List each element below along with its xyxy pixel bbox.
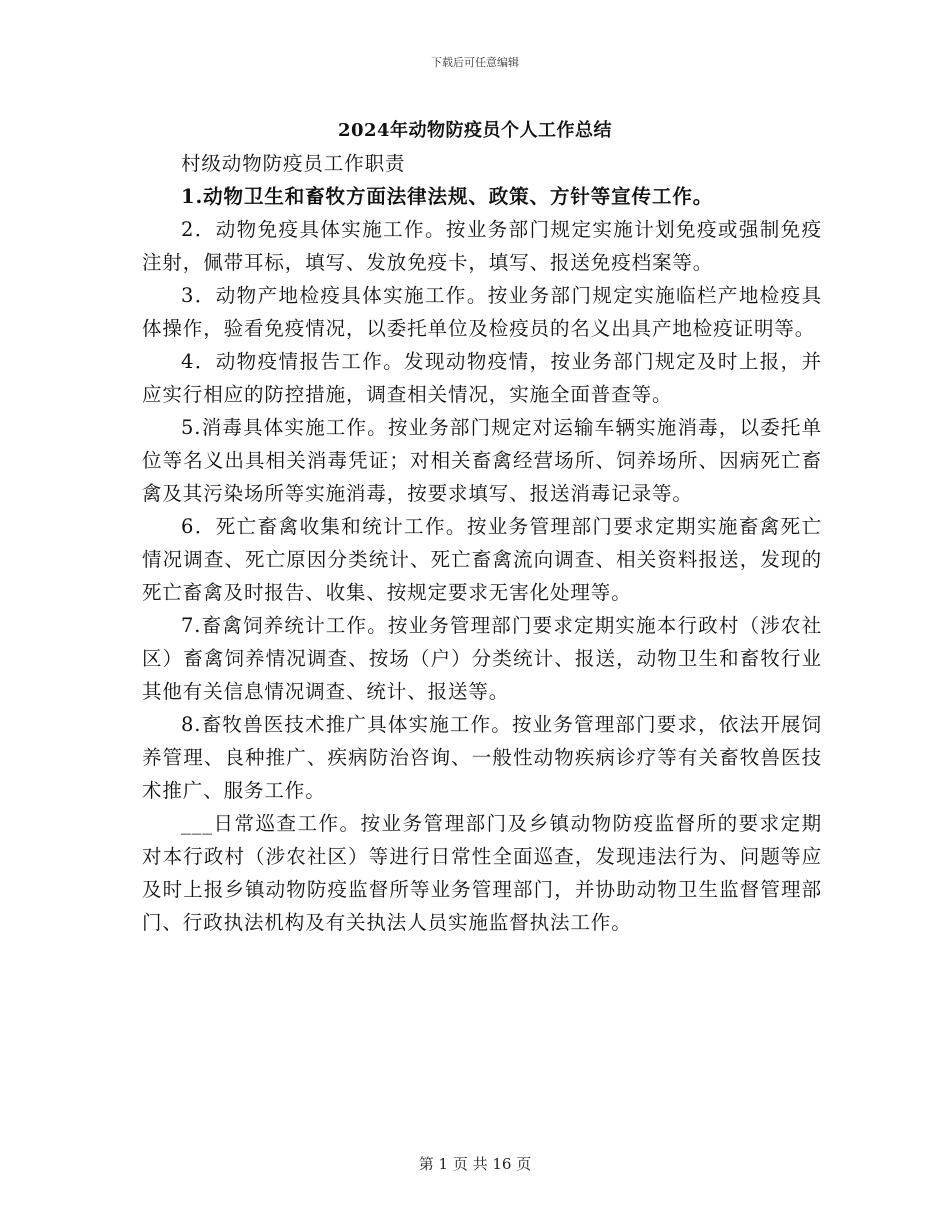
duty-item-1: 1.动物卫生和畜牧方面法律法规、政策、方针等宣传工作。 (181, 185, 714, 208)
duty-item-4: 4．动物疫情报告工作。发现动物疫情，按业务部门规定及时上报，并应实行相应的防控措施，调查相关情况，实施全面普查等。 (142, 350, 822, 406)
header-note: 下载后可任意编辑 (431, 56, 519, 69)
duty-item-8: 8.畜牧兽医技术推广具体实施工作。按业务管理部门要求，依法开展饲养管理、良种推广、疾病防治咨询、一般性动物疾病诊疗等有关畜牧兽医技术推广、服务工作。 (142, 713, 822, 802)
duty-item-7: 7.畜禽饲养统计工作。按业务管理部门要求定期实施本行政村（涉农社区）畜禽饲养情况调查、按场（户）分类统计、报送，动物卫生和畜牧行业其他有关信息情况调查、统计、报送等。 (142, 614, 822, 703)
section-heading: 村级动物防疫员工作职责 (181, 152, 406, 175)
page-number: 第 1 页 共 16 页 (418, 1155, 532, 1173)
document-title: 2024年动物防疫员个人工作总结 (337, 120, 613, 141)
duty-item-5: 5.消毒具体实施工作。按业务部门规定对运输车辆实施消毒，以委托单位等名义出具相关消毒凭证；对相关畜禽经营场所、饲养场所、因病死亡畜禽及其污染场所等实施消毒，按要求填写、报送消毒记录等。 (142, 416, 822, 505)
document-body (142, 147, 822, 939)
duty-item-6: 6．死亡畜禽收集和统计工作。按业务管理部门要求定期实施畜禽死亡情况调查、死亡原因分类统计、死亡畜禽流向调查、相关资料报送，发现的死亡畜禽及时报告、收集、按规定要求无害化处理等。 (142, 515, 822, 604)
duty-item-3: 3．动物产地检疫具体实施工作。按业务部门规定实施临栏产地检疫具体操作，验看免疫情况，以委托单位及检疫员的名义出具产地检疫证明等。 (142, 284, 822, 340)
duty-item-9: ___日常巡查工作。按业务管理部门及乡镇动物防疫监督所的要求定期对本行政村（涉农社区）等进行日常性全面巡查，发现违法行为、问题等应及时上报乡镇动物防疫监督所等业务管理部门，并协助动物卫生监督管理部门、行政执法机构及有关执法人员实施监督执法工作。 (142, 812, 822, 934)
duty-item-2: 2．动物免疫具体实施工作。按业务部门规定实施计划免疫或强制免疫注射，佩带耳标，填写、发放免疫卡，填写、报送免疫档案等。 (142, 218, 822, 274)
